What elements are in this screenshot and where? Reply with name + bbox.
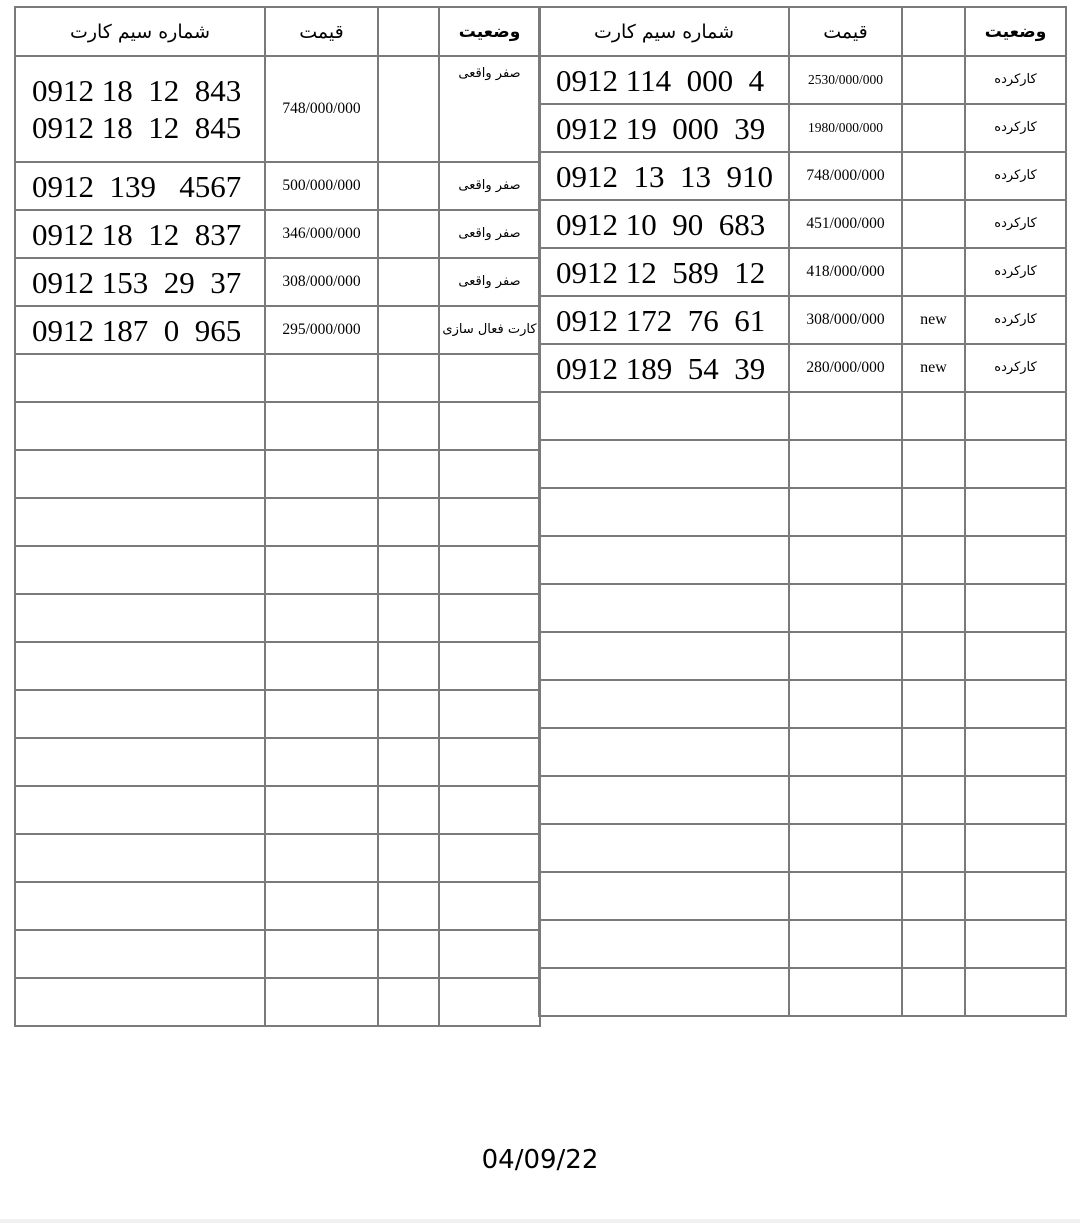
empty-row	[15, 882, 540, 930]
empty-cell	[902, 680, 965, 728]
empty-cell	[439, 690, 540, 738]
empty-cell	[902, 776, 965, 824]
empty-cell	[902, 728, 965, 776]
tag-cell: new	[902, 296, 965, 344]
empty-cell	[965, 392, 1066, 440]
sim-number: 0912 18 12 843	[32, 73, 242, 108]
price-cell: 2530/000/000	[789, 56, 902, 104]
table-row	[15, 258, 540, 306]
empty-cell	[378, 498, 439, 546]
empty-cell	[15, 834, 265, 882]
empty-row	[15, 738, 540, 786]
empty-cell	[15, 450, 265, 498]
empty-row	[539, 728, 1066, 776]
price-cell: 1980/000/000	[789, 104, 902, 152]
empty-cell	[902, 536, 965, 584]
table-header-row	[15, 7, 540, 56]
empty-cell	[378, 978, 439, 1026]
empty-cell	[965, 824, 1066, 872]
empty-cell	[378, 738, 439, 786]
empty-cell	[902, 584, 965, 632]
empty-cell	[15, 594, 265, 642]
price-cell: 748/000/000	[265, 56, 378, 162]
status-cell: کارکرده	[965, 152, 1066, 200]
empty-cell	[965, 776, 1066, 824]
sim-number: 0912 18 12 837	[15, 210, 265, 258]
empty-cell	[265, 738, 378, 786]
tag-cell	[378, 258, 439, 306]
table-row	[539, 200, 1066, 248]
empty-cell	[15, 882, 265, 930]
empty-cell	[265, 402, 378, 450]
empty-cell	[378, 642, 439, 690]
empty-cell	[539, 728, 789, 776]
right-empty-rows	[539, 392, 1066, 1016]
header-price: قیمت	[265, 7, 378, 56]
empty-cell	[265, 978, 378, 1026]
empty-cell	[15, 978, 265, 1026]
table-row	[539, 152, 1066, 200]
empty-cell	[539, 392, 789, 440]
price-cell: 308/000/000	[265, 258, 378, 306]
header-price: قیمت	[789, 7, 902, 56]
empty-cell	[789, 440, 902, 488]
empty-cell	[539, 440, 789, 488]
document-date: 04/09/22	[481, 1145, 599, 1175]
empty-cell	[902, 968, 965, 1016]
price-list-sheet	[14, 6, 1065, 1050]
sim-number: 0912 12 589 12	[539, 248, 789, 296]
status-cell: کارکرده	[965, 104, 1066, 152]
right-data-rows	[539, 56, 1066, 392]
tag-cell	[902, 152, 965, 200]
empty-cell	[265, 354, 378, 402]
tag-cell	[378, 56, 439, 162]
status-cell: کارکرده	[965, 344, 1066, 392]
empty-cell	[265, 594, 378, 642]
header-blank	[378, 7, 439, 56]
empty-cell	[378, 594, 439, 642]
empty-cell	[265, 930, 378, 978]
empty-cell	[965, 728, 1066, 776]
sim-number: 0912 10 90 683	[539, 200, 789, 248]
empty-cell	[902, 824, 965, 872]
left-price-table	[14, 6, 541, 1027]
table-row	[15, 210, 540, 258]
table-row	[539, 104, 1066, 152]
empty-cell	[539, 968, 789, 1016]
empty-cell	[378, 402, 439, 450]
empty-cell	[265, 642, 378, 690]
table-row	[539, 344, 1066, 392]
header-sim-number: شماره سیم کارت	[539, 7, 789, 56]
status-cell: کارکرده	[965, 200, 1066, 248]
price-cell: 451/000/000	[789, 200, 902, 248]
empty-row	[539, 776, 1066, 824]
tag-cell	[378, 210, 439, 258]
empty-cell	[15, 786, 265, 834]
empty-cell	[539, 632, 789, 680]
empty-row	[15, 978, 540, 1026]
right-price-table	[538, 6, 1067, 1017]
empty-cell	[15, 642, 265, 690]
empty-cell	[965, 872, 1066, 920]
empty-cell	[265, 834, 378, 882]
status-cell: صفر واقعی	[439, 210, 540, 258]
empty-cell	[789, 776, 902, 824]
page-edge	[0, 1219, 1080, 1223]
table-header-row	[539, 7, 1066, 56]
price-cell: 346/000/000	[265, 210, 378, 258]
empty-cell	[902, 632, 965, 680]
empty-row	[15, 642, 540, 690]
empty-row	[539, 536, 1066, 584]
empty-cell	[15, 546, 265, 594]
sim-number: 0912 139 4567	[15, 162, 265, 210]
status-cell: صفر واقعی	[439, 56, 540, 162]
empty-cell	[378, 354, 439, 402]
status-cell: کارکرده	[965, 56, 1066, 104]
empty-cell	[265, 450, 378, 498]
sim-number: 0912 114 000 4	[539, 56, 789, 104]
tag-cell	[902, 104, 965, 152]
empty-cell	[539, 536, 789, 584]
sim-number-cell	[15, 56, 265, 162]
empty-cell	[15, 738, 265, 786]
empty-cell	[439, 450, 540, 498]
empty-cell	[789, 584, 902, 632]
empty-row	[15, 786, 540, 834]
status-cell: کارت فعال سازی	[439, 306, 540, 354]
sim-number: 0912 19 000 39	[539, 104, 789, 152]
empty-cell	[965, 968, 1066, 1016]
empty-row	[15, 450, 540, 498]
empty-cell	[439, 738, 540, 786]
empty-cell	[15, 402, 265, 450]
status-cell: کارکرده	[965, 248, 1066, 296]
empty-row	[539, 488, 1066, 536]
price-cell: 418/000/000	[789, 248, 902, 296]
empty-row	[15, 498, 540, 546]
table-row	[539, 296, 1066, 344]
empty-cell	[15, 690, 265, 738]
empty-cell	[789, 632, 902, 680]
empty-cell	[439, 882, 540, 930]
header-blank	[902, 7, 965, 56]
status-cell: کارکرده	[965, 296, 1066, 344]
empty-cell	[539, 776, 789, 824]
table-row	[15, 162, 540, 210]
empty-cell	[378, 834, 439, 882]
empty-cell	[378, 450, 439, 498]
empty-cell	[265, 498, 378, 546]
empty-cell	[902, 920, 965, 968]
empty-cell	[539, 584, 789, 632]
empty-cell	[265, 786, 378, 834]
empty-cell	[439, 786, 540, 834]
table-row	[15, 306, 540, 354]
tag-cell	[902, 200, 965, 248]
table-row	[539, 248, 1066, 296]
empty-row	[15, 594, 540, 642]
empty-cell	[902, 392, 965, 440]
sim-number: 0912 187 0 965	[15, 306, 265, 354]
empty-cell	[539, 488, 789, 536]
empty-cell	[789, 824, 902, 872]
empty-cell	[965, 440, 1066, 488]
tag-cell: new	[902, 344, 965, 392]
empty-cell	[378, 690, 439, 738]
empty-cell	[378, 786, 439, 834]
price-cell: 748/000/000	[789, 152, 902, 200]
empty-row	[15, 690, 540, 738]
empty-cell	[439, 546, 540, 594]
empty-cell	[439, 930, 540, 978]
empty-cell	[539, 920, 789, 968]
left-empty-rows	[15, 354, 540, 1026]
empty-row	[539, 872, 1066, 920]
empty-cell	[789, 728, 902, 776]
price-cell: 280/000/000	[789, 344, 902, 392]
empty-cell	[539, 680, 789, 728]
empty-row	[539, 440, 1066, 488]
empty-cell	[965, 632, 1066, 680]
empty-cell	[789, 536, 902, 584]
empty-row	[15, 402, 540, 450]
status-cell: صفر واقعی	[439, 162, 540, 210]
empty-row	[15, 354, 540, 402]
empty-cell	[265, 690, 378, 738]
empty-row	[539, 680, 1066, 728]
empty-cell	[965, 536, 1066, 584]
empty-cell	[439, 354, 540, 402]
empty-cell	[378, 882, 439, 930]
price-cell: 308/000/000	[789, 296, 902, 344]
header-status: وضعیت	[965, 7, 1066, 56]
empty-cell	[378, 546, 439, 594]
tag-cell	[378, 306, 439, 354]
empty-cell	[439, 642, 540, 690]
status-cell: صفر واقعی	[439, 258, 540, 306]
empty-cell	[439, 498, 540, 546]
empty-cell	[265, 546, 378, 594]
empty-cell	[965, 488, 1066, 536]
empty-cell	[789, 680, 902, 728]
empty-row	[539, 968, 1066, 1016]
empty-cell	[789, 392, 902, 440]
empty-row	[539, 824, 1066, 872]
empty-cell	[378, 930, 439, 978]
price-cell: 500/000/000	[265, 162, 378, 210]
empty-cell	[439, 834, 540, 882]
empty-cell	[789, 872, 902, 920]
empty-cell	[439, 402, 540, 450]
empty-cell	[789, 920, 902, 968]
table-row	[539, 56, 1066, 104]
header-sim-number: شماره سیم کارت	[15, 7, 265, 56]
sim-number: 0912 172 76 61	[539, 296, 789, 344]
tag-cell	[378, 162, 439, 210]
empty-cell	[439, 594, 540, 642]
empty-row	[539, 920, 1066, 968]
empty-cell	[965, 920, 1066, 968]
empty-cell	[965, 680, 1066, 728]
table-row	[15, 56, 540, 162]
sim-number: 0912 189 54 39	[539, 344, 789, 392]
empty-row	[15, 930, 540, 978]
empty-cell	[902, 440, 965, 488]
sim-number: 0912 153 29 37	[15, 258, 265, 306]
empty-cell	[15, 930, 265, 978]
header-status: وضعیت	[439, 7, 540, 56]
empty-cell	[265, 882, 378, 930]
price-cell: 295/000/000	[265, 306, 378, 354]
empty-cell	[902, 488, 965, 536]
sim-number: 0912 18 12 845	[32, 110, 242, 145]
empty-row	[539, 584, 1066, 632]
sim-number: 0912 13 13 910	[539, 152, 789, 200]
empty-row	[15, 834, 540, 882]
tag-cell	[902, 248, 965, 296]
tag-cell	[902, 56, 965, 104]
empty-cell	[902, 872, 965, 920]
empty-cell	[965, 584, 1066, 632]
empty-row	[15, 546, 540, 594]
empty-cell	[15, 498, 265, 546]
empty-row	[539, 392, 1066, 440]
empty-cell	[789, 968, 902, 1016]
empty-cell	[539, 824, 789, 872]
empty-cell	[789, 488, 902, 536]
empty-cell	[539, 872, 789, 920]
empty-cell	[15, 354, 265, 402]
empty-cell	[439, 978, 540, 1026]
empty-row	[539, 632, 1066, 680]
